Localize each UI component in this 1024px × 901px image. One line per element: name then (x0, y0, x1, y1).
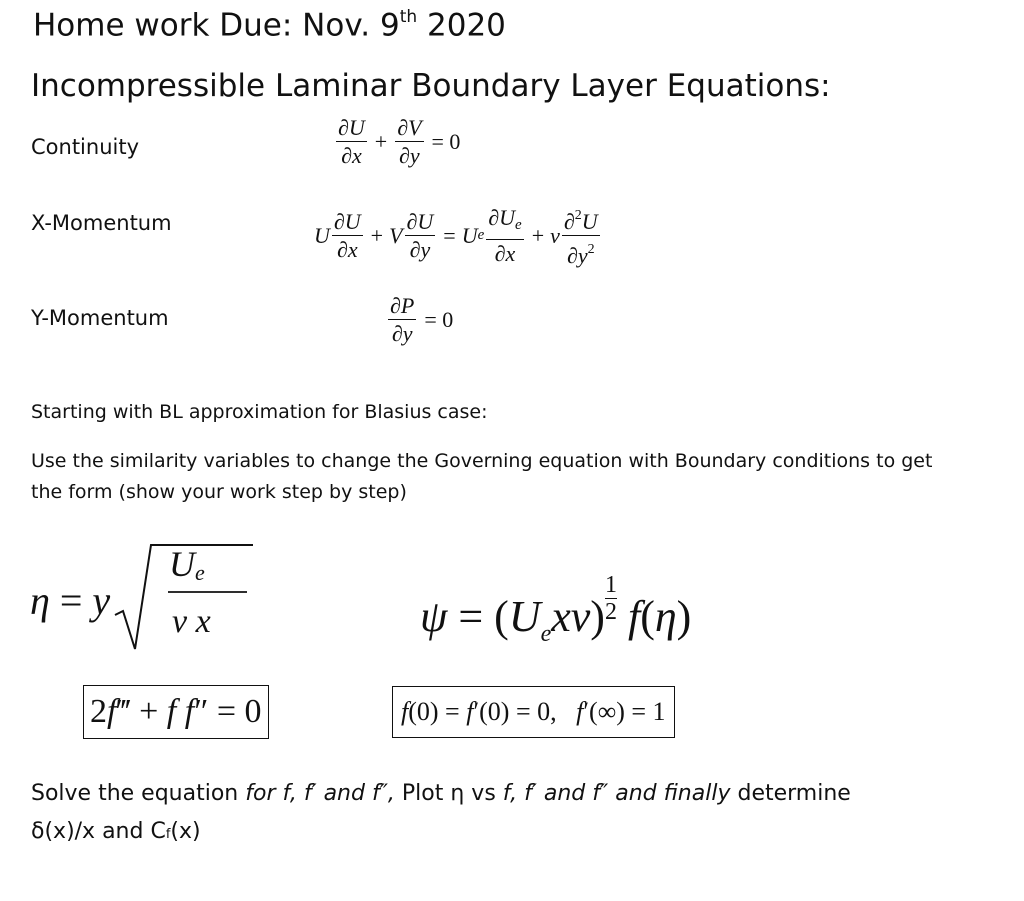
solve-instruction-line-1: Solve the equation for f, f′ and f″, Plot η vs f, f′ and f″ and finally determine (31, 781, 851, 806)
continuity-equation: $\frac{\partial U}{\partial x}$ + $\frac{\partial V}{\partial y}$ = 0 (338, 115, 461, 168)
blasius-intro: Starting with BL approximation for Blasius case: (31, 401, 488, 423)
solve-instruction-line-2: δ(x)/x and Cf(x) (31, 819, 201, 844)
instruction-line-2: the form (show your work step by step) (31, 481, 407, 503)
x-momentum-equation: U $\frac{\partial U}{\partial x}$ + V $\frac{\partial U}{\partial y}$ = U e $\frac{\partial Ue}{\partial x}$ + ν $\frac{\partial^2U}{\partial y^2}$ (314, 205, 598, 268)
instruction-line-1: Use the similarity variables to change the Governing equation with Boundary conditions to get (31, 450, 933, 472)
boundary-conditions-box: f(0) = f′(0) = 0, f′(∞) = 1 (392, 686, 675, 738)
psi-equation: $\psi = (U_ex\nu)$ $\frac{1}{2}$ f(η) (420, 572, 692, 647)
section-heading: Incompressible Laminar Boundary Layer Equations: (31, 68, 831, 104)
homework-title: Home work Due: Nov. 9th 2020 (33, 7, 506, 44)
eta-equation: η = y Ue ν x (30, 537, 240, 657)
continuity-label: Continuity (31, 135, 140, 159)
x-momentum-label: X-Momentum (31, 211, 172, 235)
y-momentum-label: Y-Momentum (31, 306, 169, 330)
blasius-ode-box: 2f‴ + f f″ = 0 (83, 685, 269, 739)
y-momentum-equation: $\frac{\partial P}{\partial y}$ = 0 (390, 293, 454, 346)
